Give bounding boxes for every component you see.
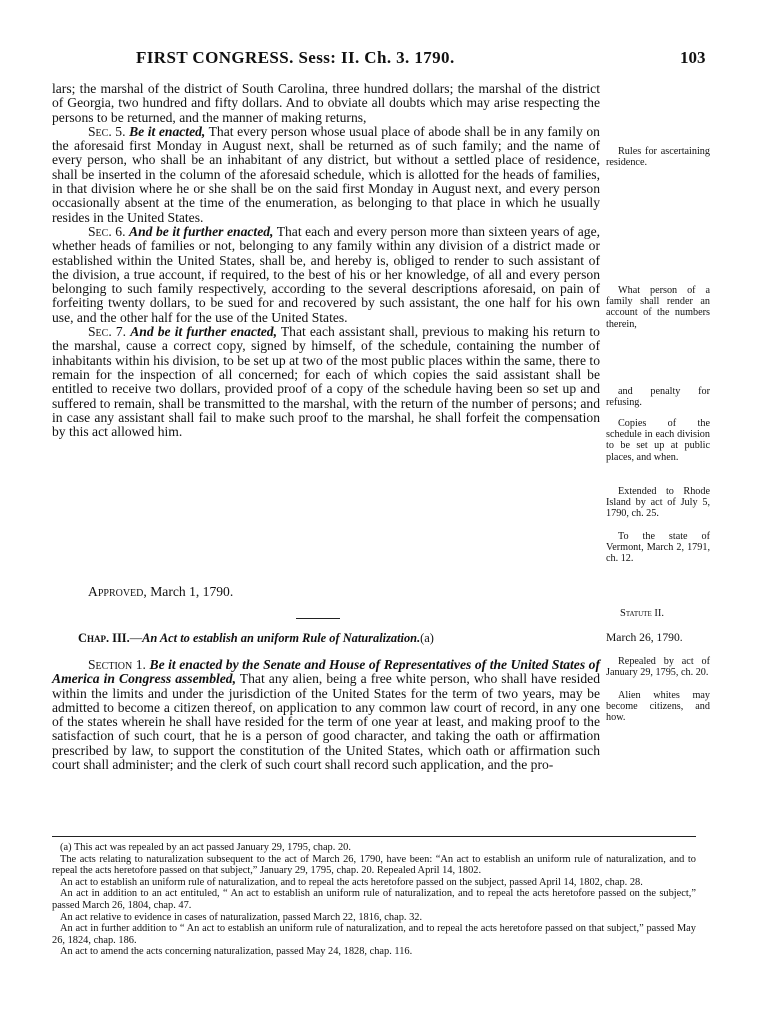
footnote-line: An act to amend the acts concerning naturalization, passed May 24, 1828, chap. 116. [60, 946, 413, 958]
chapter-label: Chap. III. [78, 631, 130, 645]
section-5 [52, 125, 600, 225]
footnote-a: (a) This act was repealed by an act passed January 29, 1795, chap. 20. [60, 842, 351, 853]
chapter-note-ref: (a) [420, 631, 434, 645]
margin-note-rules: Rules for ascertaining residence. [606, 146, 710, 169]
margin-note-penalty: and penalty for refusing. [606, 386, 710, 409]
margin-note-aliens: Alien whites may become citizens, and how. [606, 690, 710, 724]
page-header [0, 48, 768, 72]
section-6 [52, 225, 600, 325]
approved-date: March 1, 1790. [146, 584, 234, 599]
section-6-text: That each and every person more than sixteen years of age, whether heads of families or not, belonging to any family within any division of a district made or established within the United States, shall be, and hereby is, obliged to render to such assistant of the division, a true account, if required, to the best of his or her knowledge, of all and every person belonging to such family respectively, according to the several descriptions aforesaid, on pain of forfeiting twenty dollars, to be sued for and recovered by such assistant, the one half for his own use, and the other half for the use of the United States. [52, 223, 600, 325]
margin-note-copies: Copies of the schedule in each division to be set up at public places, and when. [606, 418, 710, 463]
section-divider [296, 618, 340, 619]
footnote-line: An act in addition to an act entituled, “ An act to establish an uniform rule of naturalization, and to repeal the acts heretofore passed on the subject,” passed March 26, 1804, chap. 47. [52, 888, 696, 911]
chapter-title: An Act to establish an uniform Rule of Naturalization. [142, 631, 421, 645]
section-7 [52, 325, 600, 439]
section-1 [52, 658, 600, 772]
footnote-line: An act relative to evidence in cases of naturalization, passed March 22, 1816, chap. 32. [60, 911, 423, 923]
statute-label: Statute II. [620, 608, 664, 619]
footnotes [52, 842, 696, 958]
margin-note-repealed: Repealed by act of January 29, 1795, ch. 20. [606, 656, 710, 679]
approval-line [88, 584, 233, 600]
section-6-label: Sec. 6. [88, 223, 126, 239]
footnote-rule [52, 836, 696, 837]
approved-label: Approved, [88, 584, 147, 599]
section-1-enacting: Be it enacted by the Senate and House of Representatives of the United States of America in Congress assembled, [52, 657, 600, 687]
running-head: FIRST CONGRESS. Sess: II. Ch. 3. 1790. [136, 48, 455, 67]
margin-note-rhode-island: Extended to Rhode Island by act of July 5, 1790, ch. 25. [606, 486, 710, 520]
chapter-date: March 26, 1790. [606, 631, 683, 644]
section-7-enacting: And be it further enacted, [130, 324, 277, 340]
text-block-lower [52, 658, 600, 772]
section-1-text: That any alien, being a free white person, who shall have resided within the limits and under the jurisdiction of the United States for the term of two years, may be admitted to become a citizen thereof, on application to any common law court of record, in any one of the states wherein he shall have resided for the term of one year at least, and making proof to the satisfaction of such court, that he is a person of good character, and taking the oath or affirmation prescribed by law, to support the constitution of the United States, which oath or affirmation such court shall administer; and the clerk of such court shall record such application, and the pro- [52, 671, 600, 773]
section-7-text: That each assistant shall, previous to making his return to the marshal, cause a correct copy, signed by himself, of the schedule, containing the number of inhabitants within his division, to be set up at two of the most public places within the same, there to remain for the inspection of all concerned; for each of which copies the said assistant shall be entitled to receive two dollars, provided proof of a copy of the schedule having been so set up and suffered to remain, shall be transmitted to the marshal, with the return of the number of persons; and in case any assistant shall fail to make such proof to the marshal, he shall forfeit the compensation by this act allowed him. [52, 324, 600, 440]
section-7-label: Sec. 7. [88, 324, 127, 340]
section-5-text: That every person whose usual place of abode shall be in any family on the aforesaid first Monday in August next, shall be returned as of such family; and the name of every person, who shall be an inhabitant of any district, but without a settled place of residence, shall be inserted in the column of the aforesaid schedule, which is allotted for the heads of families, in that division where he or she shall be on the said first Monday in August next, and every person occasionally absent at the time of the enumeration, as belonging to that place in which he usually resides in the United States. [52, 123, 600, 225]
margin-note-vermont: To the state of Vermont, March 2, 1791, ch. 12. [606, 531, 710, 565]
footnote-line: The acts relating to naturalization subsequent to the act of March 26, 1790, have been: “An act to establish an uniform rule of naturalization, and to repeal the acts heretofore passed on that subject,” January 29, 1795, chap. 20. Repealed April 14, 1802. [52, 853, 696, 877]
margin-note-what-person: What person of a family shall render an account of the numbers therein, [606, 285, 710, 330]
footnote-line: An act to establish an uniform rule of naturalization, and to repeal the acts heretofore passed on the subject, passed April 14, 1802, chap. 28. [60, 876, 643, 888]
section-1-label: Section 1. [88, 657, 146, 672]
text-block-upper [52, 82, 600, 439]
continued-paragraph: lars; the marshal of the district of South Carolina, three hundred dollars; the marshal of the district of Georgia, two hundred and fifty dollars. And to obviate all doubts which may arise respecting the persons to be returned, and the manner of making returns, [52, 81, 600, 125]
chapter-heading: Chap. III.—An Act to establish an uniform Rule of Naturalization.(a) [78, 631, 434, 645]
page-number: 103 [680, 48, 706, 67]
footnote-line: An act in further addition to “ An act to establish an uniform rule of naturalization, and to repeal the acts heretofore passed on that subject,” passed May 26, 1824, chap. 186. [52, 923, 696, 946]
section-6-enacting: And be it further enacted, [129, 223, 274, 239]
section-5-enacting: Be it enacted, [129, 123, 206, 139]
section-5-label: Sec. 5. [88, 123, 126, 139]
